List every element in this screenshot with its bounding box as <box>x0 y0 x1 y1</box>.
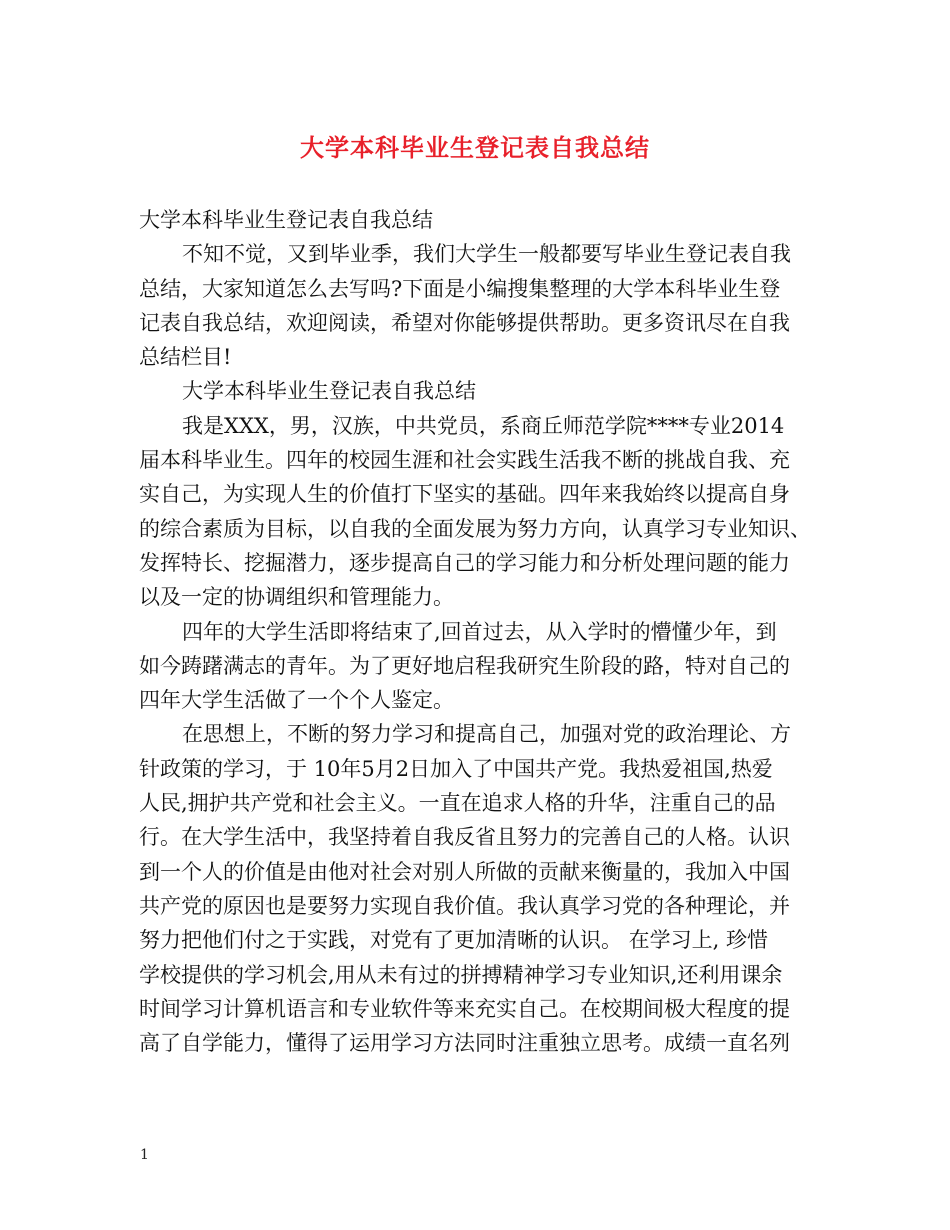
text-line: 总结栏目! <box>139 345 232 370</box>
text-line: 学校提供的学习机会,用从未有过的拼搏精神学习专业知识,还利用课余 <box>139 962 783 987</box>
text-line: 四年大学生活做了一个个人鉴定。 <box>139 688 454 713</box>
document-body <box>139 203 815 1060</box>
text-line: 届本科毕业生。四年的校园生涯和社会实践生活我不断的挑战自我、充 <box>139 448 790 473</box>
text-line: 我是XXX，男，汉族，中共党员，系商丘师范学院****专业2014 <box>182 413 785 438</box>
text-line: 以及一定的协调组织和管理能力。 <box>139 585 454 610</box>
text-line: 不知不觉，又到毕业季，我们大学生一般都要写毕业生登记表自我 <box>182 242 791 267</box>
text-line: 如今踌躇满志的青年。为了更好地启程我研究生阶段的路，特对自己的 <box>139 653 790 678</box>
text-line: 总结，大家知道怎么去写吗?下面是小编搜集整理的大学本科毕业生登 <box>139 276 781 301</box>
text-line: 发挥特长、挖掘潜力，逐步提高自己的学习能力和分析处理问题的能力 <box>139 550 790 575</box>
text-line: 记表自我总结，欢迎阅读，希望对你能够提供帮助。更多资讯尽在自我 <box>139 310 790 335</box>
text-line: 实自己，为实现人生的价值打下坚实的基础。四年来我始终以提高自身 <box>139 482 790 507</box>
text-line: 大学本科毕业生登记表自我总结 <box>139 208 433 232</box>
text-line: 四年的大学生活即将结束了,回首过去，从入学时的懵懂少年，到 <box>182 619 777 644</box>
text-line: 在思想上，不断的努力学习和提高自己，加强对党的政治理论、方 <box>182 722 791 747</box>
text-line: 大学本科毕业生登记表自我总结 <box>182 379 476 404</box>
text-line: 努力把他们付之于实践，对党有了更加清晰的认识。 在学习上, 珍惜 <box>139 928 769 953</box>
text-line: 共产党的原因也是要努力实现自我价值。我认真学习党的各种理论，并 <box>139 893 790 918</box>
text-line: 高了自学能力，懂得了运用学习方法同时注重独立思考。成绩一直名列 <box>139 1031 790 1056</box>
text-line: 针政策的学习，于 10年5月2日加入了中国共产党。我热爱祖国,热爱 <box>139 756 773 781</box>
document-title: 大学本科毕业生登记表自我总结 <box>300 133 650 162</box>
page-number: 1 <box>140 1147 149 1163</box>
text-line: 时间学习计算机语言和专业软件等来充实自己。在校期间极大程度的提 <box>139 996 790 1021</box>
text-line: 行。在大学生活中，我坚持着自我反省且努力的完善自己的人格。认识 <box>139 825 790 850</box>
text-line: 的综合素质为目标，以自我的全面发展为努力方向，认真学习专业知识、 <box>139 516 811 541</box>
text-line: 到一个人的价值是由他对社会对别人所做的贡献来衡量的，我加入中国 <box>139 859 790 884</box>
text-line: 人民,拥护共产党和社会主义。一直在追求人格的升华，注重自己的品 <box>139 791 776 816</box>
